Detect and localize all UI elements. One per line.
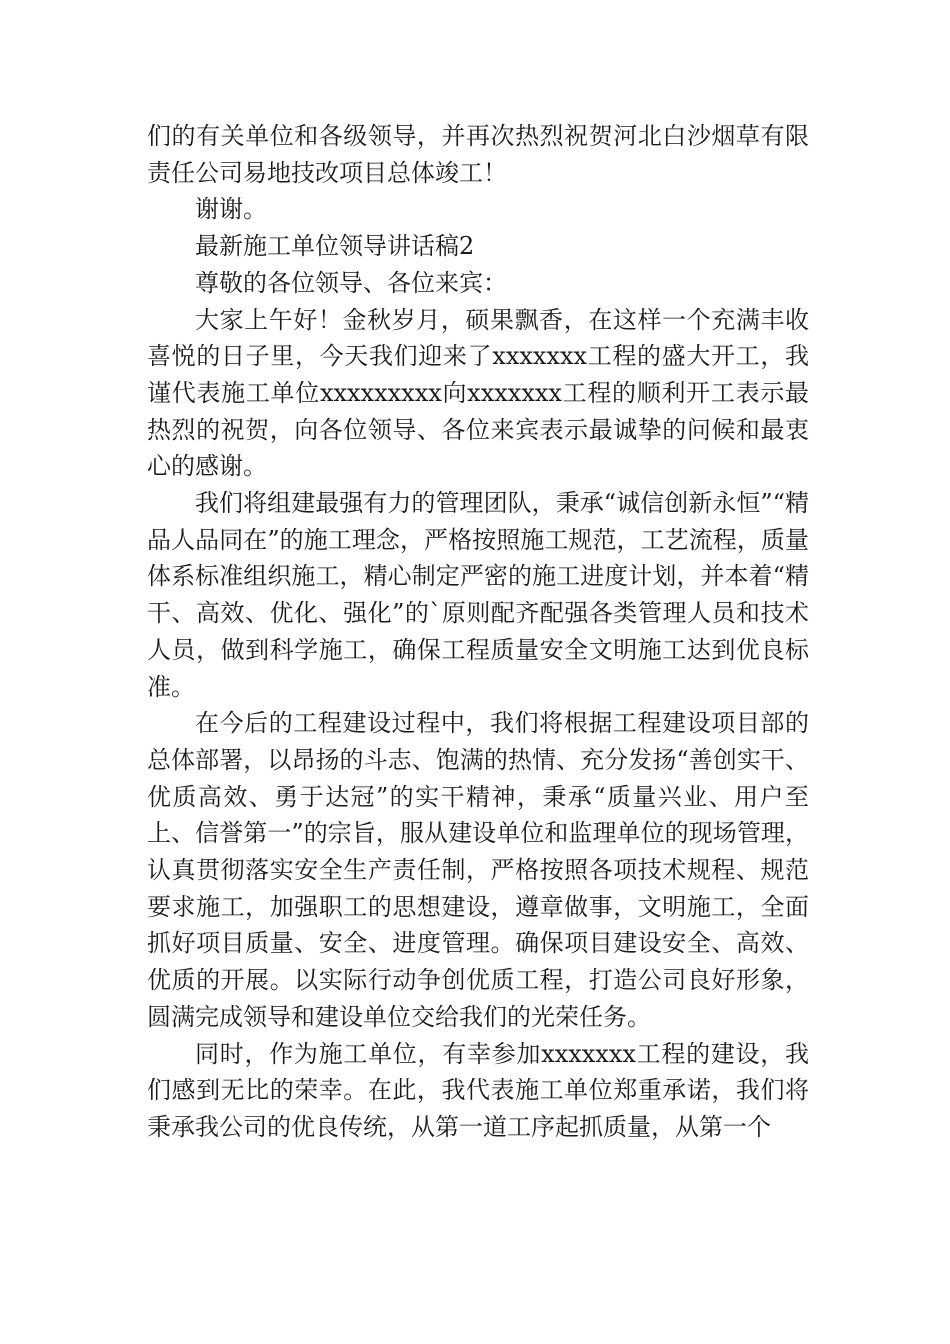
paragraph-thanks: 谢谢。: [195, 195, 267, 224]
paragraph-construction: 在今后的工程建设过程中，我们将根据工程建设项目部的总体部署，以昂扬的斗志、饱满的热情、充分发扬“善创实干、优质高效、勇于达冠”的实干精神，秉承“质量兴业、用户至上、信誉第一”的宗旨，服从建设单位和监理单位的现场管理，认真贯彻落实安全生产责任制，严格按照各项技术规程、规范要求施工，加强职工的思想建设，遵章做事，文明施工，全面抓好项目质量、安全、进度管理。确保项目建设安全、高效、优质的开展。以实际行动争创优质工程，打造公司良好形象，圆满完成领导和建设单位交给我们的光荣任务。: [147, 709, 809, 1031]
document-body: [147, 118, 809, 1146]
paragraph-commitment: 同时，作为施工单位，有幸参加xxxxxxx工程的建设，我们感到无比的荣幸。在此，我代表施工单位郑重承诺，我们将秉承我公司的优良传统，从第一道工序起抓质量，从第一个: [147, 1039, 809, 1141]
paragraph-management: 我们将组建最强有力的管理团队，秉承“诚信创新永恒”“精品人品同在”的施工理念，严格按照施工规范，工艺流程，质量体系标准组织施工，精心制定严密的施工进度计划，并本着“精干、高效、优化、强化”的`原则配齐配强各类管理人员和技术人员，做到科学施工，确保工程质量安全文明施工达到优良标准。: [147, 489, 809, 701]
section-title: 最新施工单位领导讲话稿2: [195, 232, 475, 261]
paragraph-continuation: 们的有关单位和各级领导，并再次热烈祝贺河北白沙烟草有限责任公司易地技改项目总体竣工！: [147, 122, 809, 187]
salutation: 尊敬的各位领导、各位来宾：: [195, 268, 507, 297]
paragraph-greeting: 大家上午好！金秋岁月，硕果飘香，在这样一个充满丰收喜悦的日子里，今天我们迎来了xxxxxxx工程的盛大开工，我谨代表施工单位xxxxxxxxx向xxxxxxx工程的顺利开工表示最热烈的祝贺，向各位领导、各位来宾表示最诚挚的问候和最衷心的感谢。: [147, 305, 809, 481]
